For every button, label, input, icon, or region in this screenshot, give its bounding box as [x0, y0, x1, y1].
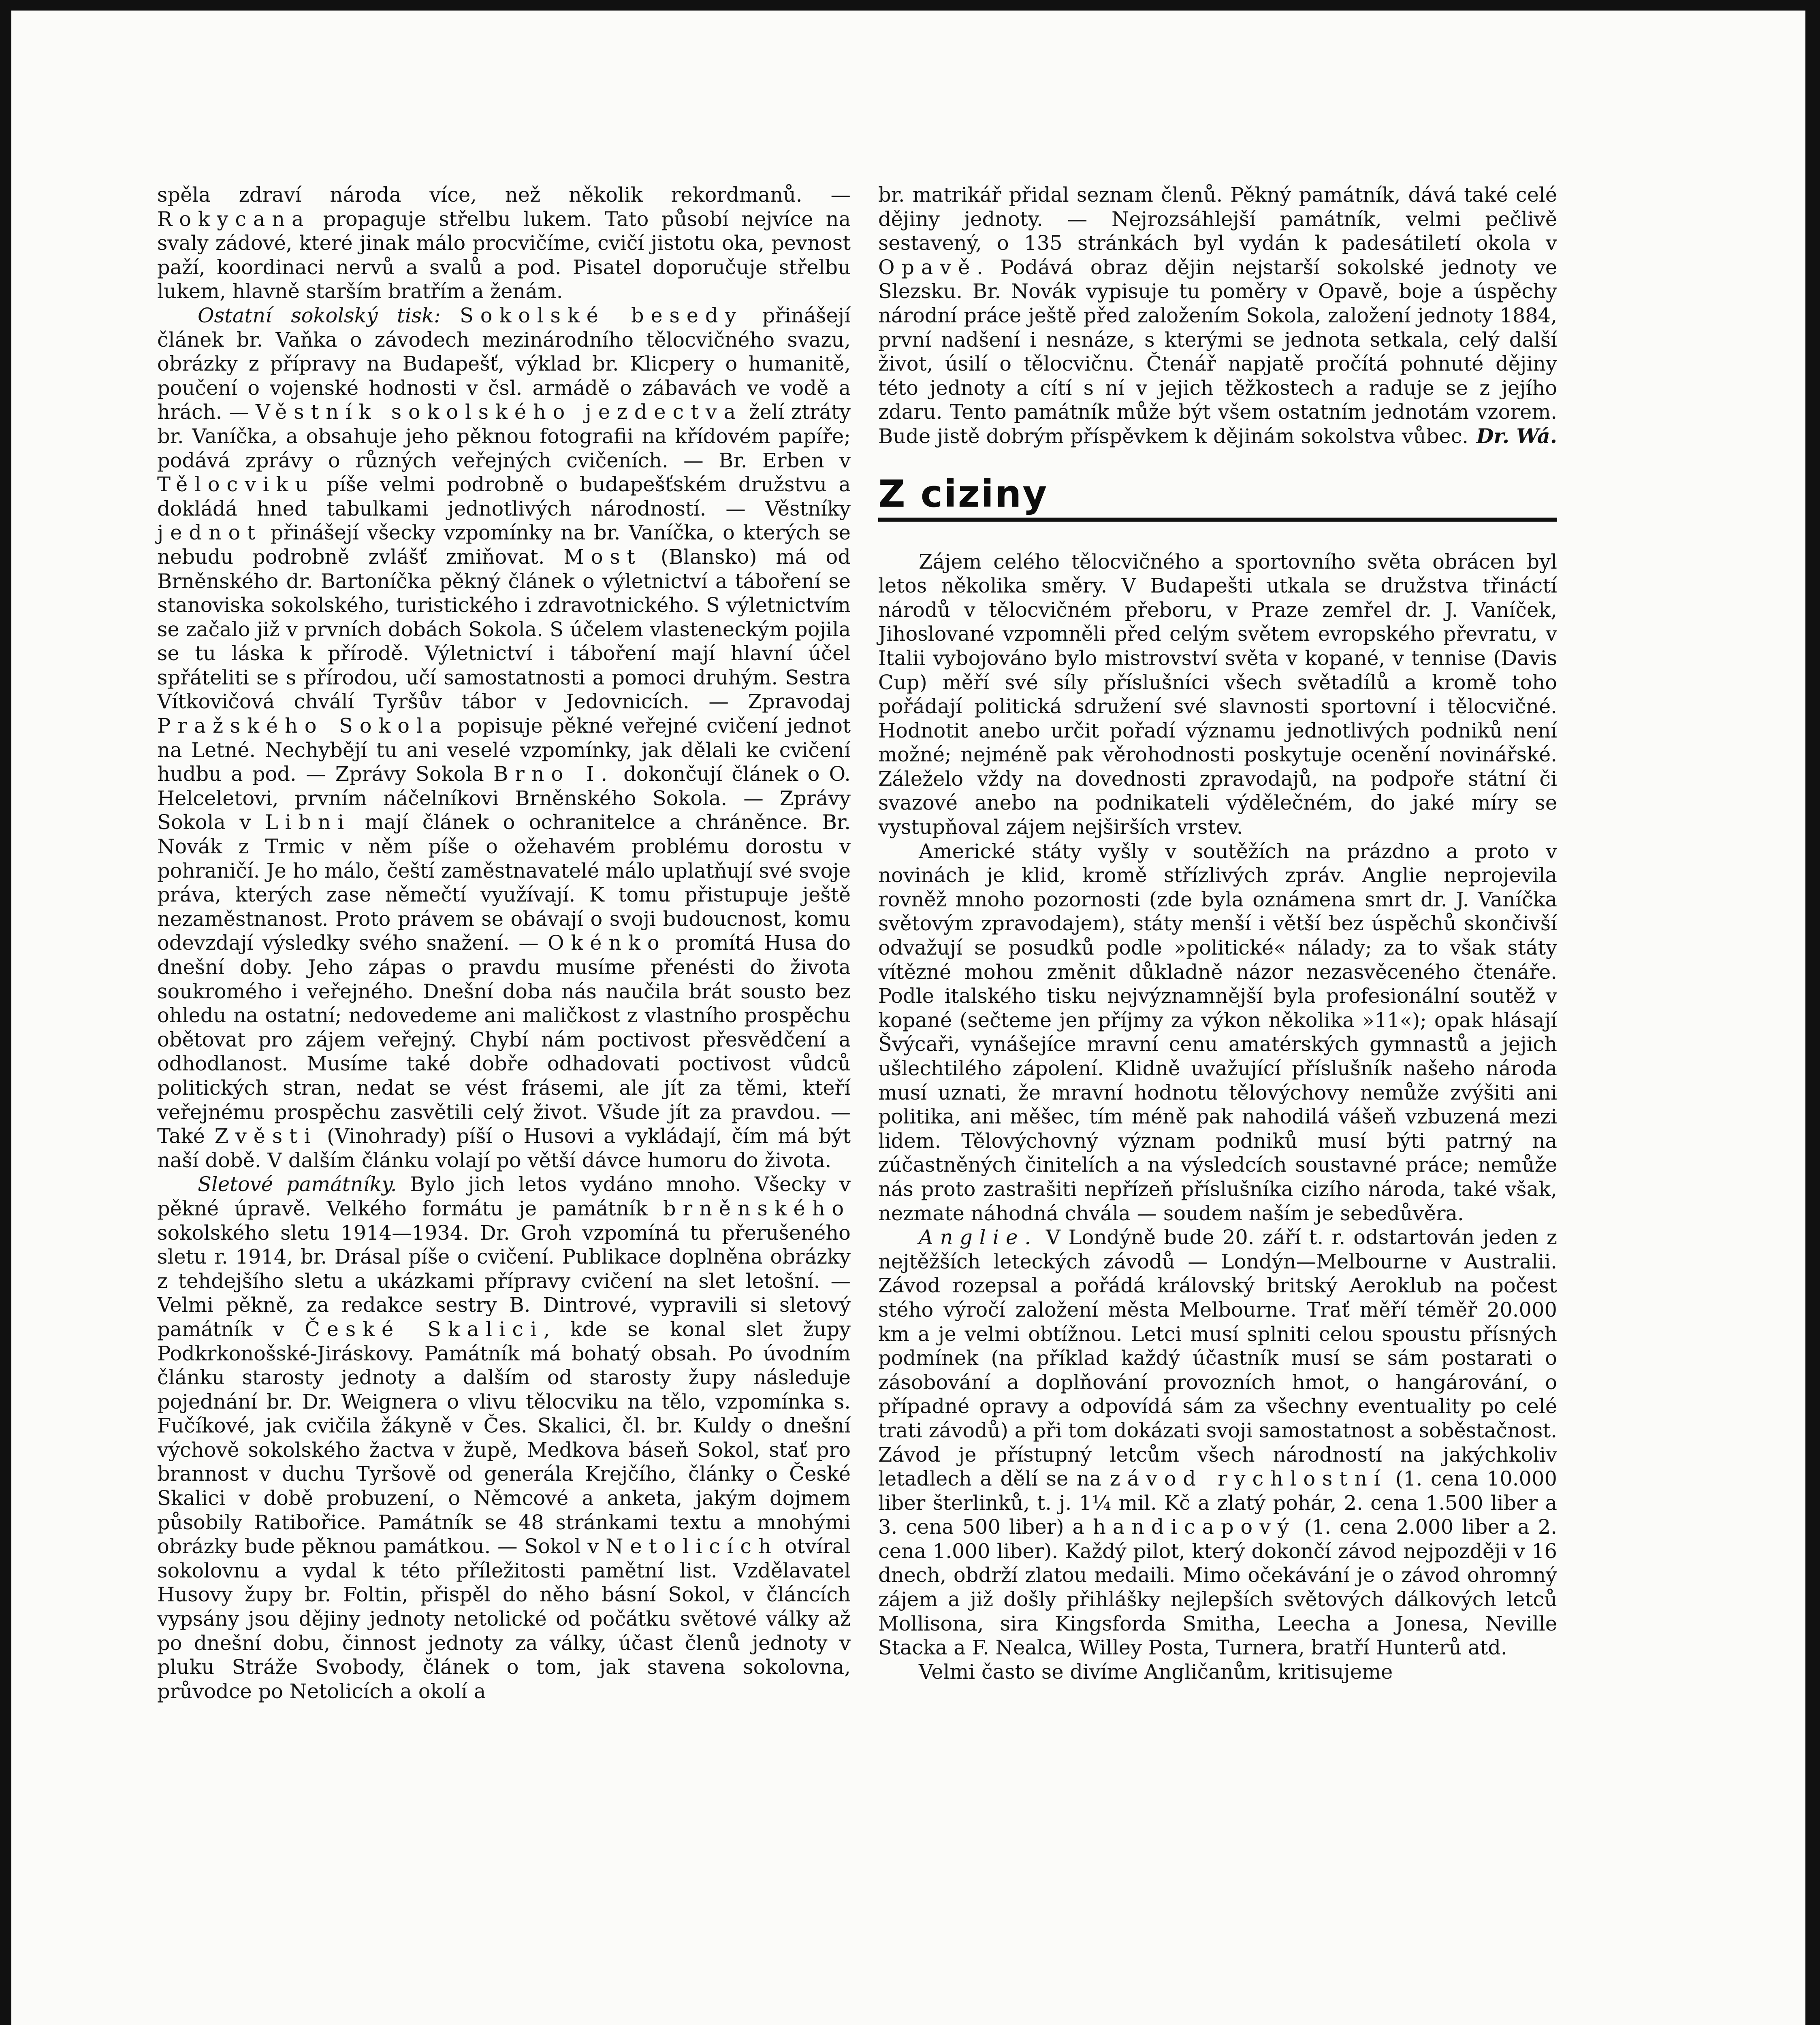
emphasized-text: Tělocviku — [157, 473, 315, 497]
scan-border-top — [0, 0, 1820, 11]
text-run: promítá Husa do dnešní doby. Jeho zápas o pravdu musíme přenésti do života soukromého i veřejného. Dnešní doba nás naučila brát sousto bez ohledu na ostatní; nedovedeme ani maličkost z vlastního prospěchu obětovat pro zájem veřejný. Chybí nám poctivost přesvědčení a odhodlanost. Musíme také dobře odhadovati poctivost vůdců politických stran, nedat se vést frásemi, ale jít za těmi, kteří veřejnému prospěchu zasvětili celý život. Všude jít za pravdou. — Také — [157, 931, 851, 1148]
text-run: popisuje pěkné veřejné cvičení jednot na Letné. Nechybějí tu ani veselé vzpomínky, jak dělali ke cvičení hudbu a pod. — Zprávy Sokola — [157, 714, 851, 786]
emphasized-text: Sokolské besedy — [460, 303, 743, 327]
text-run: dokončují článek o O. Helceletovi, prvním náčelníkovi Brněnského Sokola. — Zprávy Sokola v — [157, 762, 851, 834]
text-run: spěla zdraví národa více, než několik rekordmanů. — — [157, 183, 851, 207]
text-run: Bylo jich letos vydáno mnoho. Všecky v pěkné úpravě. Velkého formátu je památník — [157, 1172, 851, 1220]
heading-underline — [878, 518, 1557, 522]
text-run: přinášejí všecky vzpomínky na br. Vaníčka, o kterých se nebudu podrobně zvlášť zmiňovat. — [157, 521, 851, 569]
emphasized-text: závod rychlostní — [1109, 1467, 1387, 1491]
text-run: (1. cena 2.000 liber a 2. cena 1.000 liber). Každý pilot, který dokončí závod nejpozději v 16 dnech, obdrží zlatou medaili. Mimo očekávání je o závod ohromný zájem a již došly přihlášky nejlepších světových dálkových letců Mollisona, sira Kingsforda Smitha, Leecha a Jonesa, Neville Stacka a F. Nealca, Willey Posta, Turnera, bratří Hunterů atd. — [878, 1515, 1558, 1660]
emphasized-text: Netolicích — [606, 1535, 778, 1558]
text-run: píše velmi podrobně o budapešťském družstvu a dokládá hned tabulkami jednotlivých národností. — Věstníky — [157, 473, 851, 520]
scan-border-right — [1805, 0, 1820, 2025]
text-run: Zájem celého tělocvičného a sportovního světa obrácen byl letos několika směry. V Budapešti utkala se družstva třináctí národů v tělocvičném přeboru, v Praze zemřel dr. J. Vaníček, Jihoslované vzpomněli před celým světem evropského převratu, v Italii vybojováno bylo mistrovství světa v kopané, v tennise (Davis Cup) měří své síly příslušníci všech světadílů a kromě toho pořádají politická sdružení své slavnosti sportovní i tělocvičné. Hodnotit anebo určit pořadí významu jednotlivých podniků není možné; nejméně pak věrohodnosti poskytuje ocenění novinářské. Záleželo vždy na dovednosti zpravodajů, na podpoře státní či svazové anebo na podnikateli výdělečném, do jaké míry se vystupňoval zájem nejširších vrstev. — [878, 550, 1557, 839]
emphasized-text: Okénko — [547, 931, 666, 955]
text-run: (Vinohrady) píší o Husovi a vykládají, čím má být naší době. V dalším článku volají po větší dávce humoru do života. — [157, 1124, 851, 1172]
text-run: mají článek o ochranitelce a chráněnce. Br. Novák z Trmic v něm píše o ožehavém problému dorostu v pohraničí. Je ho málo, čeští zaměstnavatelé málo uplatňují své svoje práva, kterých zase němečtí využívají. K tomu přistupuje ještě nezaměstnanost. Proto právem se obávají o svoji budoucnost, komu odevzdají výsledky svého snažení. — — [157, 810, 851, 955]
emphasized-text: České Skalici — [304, 1317, 544, 1341]
emphasized-text: Rokycana — [157, 207, 311, 231]
text-run: otvíral sokolovnu a vydal k této příležitosti pamětní list. Vzdělavatel Husovy župy br. Foltin, přispěl do něho básní Sokol, v článcích vypsány jsou dějiny jednoty netolické od počátku světové války až po dnešní dobu, činnost jednoty za války, účast členů jednoty v pluku Stráže Svobody, článek o tom, jak stavena sokolovna, průvodce po Netolicích a okolí a — [157, 1535, 851, 1703]
emphasized-text: Opavě — [878, 255, 977, 279]
text-run: sokolského sletu 1914—1934. Dr. Groh vzpomíná tu přerušeného sletu r. 1914, br. Drásal píše o cvičení. Publikace doplněna obrázky z tehdejšího sletu a ukázkami přípravy cvičení na slet letošní. — Velmi pěkně, za redakce sestry B. Dintrové, vypravili si sletový památník v — [157, 1221, 851, 1341]
emphasized-text: Zvěsti — [214, 1124, 318, 1148]
left-column — [157, 183, 851, 1703]
text-run: (1. cena 10.000 liber šterlinků, t. j. 1¼ mil. Kč a zlatý pohár, 2. cena 1.500 liber a 3. cena 500 liber) a — [878, 1467, 1557, 1539]
section-heading-text: Z ciziny — [878, 472, 1048, 516]
emphasized-text: Pražského Sokola — [157, 714, 448, 738]
emphasized-text: Most — [563, 545, 642, 569]
paragraph — [878, 1226, 1557, 1660]
paragraph — [878, 183, 1557, 449]
text-run: (Blansko) má od Brněnského dr. Bartoníčka pěkný článek o výletnictví a táboření se stanoviska sokolského, turistického i zdravotnického. S výletnictvím se začalo již v prvních dobách Sokola. S účelem vlasteneckým pojila se tu láska k přírodě. Výletnictví i táboření mají hlavní účel spřáteliti se s přírodou, učí samostatnosti a pomoci druhým. Sestra Vítkovičová chválí Tyršův tábor v Jedovnicích. — Zpravodaj — [157, 545, 851, 714]
emphasized-text: brněnského — [663, 1196, 851, 1220]
emphasized-text: Ostatní sokolský tisk: — [198, 303, 441, 327]
emphasized-text: handicapový — [1093, 1515, 1296, 1539]
paragraph — [878, 840, 1557, 1226]
paragraph — [878, 550, 1557, 840]
emphasized-text: Sletové památníky. — [198, 1172, 397, 1196]
emphasized-text: Věstník sokolského jezdectva — [256, 400, 743, 424]
text-run: želí ztráty br. Vaníčka, a obsahuje jeho pěknou fotografii na křídovém papíře; podává zprávy o různých veřejných cvičeních. — Br. Erben v — [157, 400, 851, 472]
paragraph — [157, 183, 851, 304]
right-column — [878, 183, 1557, 1684]
emphasized-text: Anglie. — [919, 1226, 1038, 1249]
text-run — [441, 304, 460, 327]
text-run: . Podává obraz dějin nejstarší sokolské jednoty ve Slezsku. Br. Novák vypisuje tu poměry v Opavě, boje a úspěchy národní práce ještě před založením Sokola, založení jednoty 1884, první nadšení i nesnáze, s kterými se jednota setkala, celý další život, úsilí o tělocvičnu. Čtenář napjatě pročítá pohnuté dějiny této jednoty a cítí s ní v jejich těžkostech a raduje se z jejího zdaru. Tento památník může být všem ostatním jednotám vzorem. Bude jistě dobrým příspěvkem k dějinám sokolstva vůbec. — [878, 255, 1557, 448]
text-run: Velmi často se divíme Angličanům, kritisujeme — [919, 1660, 1393, 1684]
emphasized-text: Brno I. — [493, 762, 614, 786]
text-run: přinášejí článek br. Vaňka o závodech mezinárodního tělocvičného svazu, obrázky z přípravy na Budapešť, výklad br. Klicpery o humanitě, poučení o vojenské hodnosti v čsl. armádě o zábavách ve vodě a hrách. — — [157, 303, 851, 424]
paragraph — [157, 304, 851, 1172]
scan-border-left — [0, 0, 11, 2025]
section-heading — [878, 474, 1557, 522]
emphasized-text: jednot — [157, 521, 262, 545]
text-run: Americké státy vyšly v soutěžích na prázdno a proto v novinách je klid, kromě střízlivých zpráv. Anglie neprojevila rovněž mnoho pozornosti (zde byla oznámena smrt dr. J. Vaníčka světovým zpravodajem), státy menší i větší bez úspěchů skončivší odvažují se posudků podle »politické« nálady; za to však státy vítězné mohou změnit důkladně názor nezasvěceného čtenáře. Podle italského tisku nejvýznamnější byla profesionální soutěž v kopané (sečteme jen příjmy za výkon několika »11«); opak hlásají Švýcaři, vynášejíce mravní cenu amatérských gymnastů a jejich ušlechtilého zápolení. Klidně uvažující příslušník našeho národa musí uznati, že mravní hodnotu tělovýchovy nemůže zvýšiti ani politika, ani měšec, tím méně pak nahodilá vášeň vzbuzená mezi lidem. Tělovýchovný význam podniků musí býti patrný na zúčastněných činitelích a na výsledcích soustavné práce; nemůže nás proto zastrašiti nepřízeň příslušníka cizího národa, také však, nezmate náhodná chvála — soudem naším je sebedůvěra. — [878, 839, 1557, 1225]
text-run: , kde se konal slet župy Podkrkonošské-Jiráskovy. Památník má bohatý obsah. Po úvodním článku starosty jednoty a dalším od starosty župy následuje pojednání br. Dr. Weignera o vlivu tělocviku na tělo, vzpomínka s. Fučíkové, jak cvičila žákyně v Čes. Skalici, čl. br. Kuldy o dnešní výchově sokolského žactva v župě, Medkova báseň Sokol, stať pro brannost v duchu Tyršově od generála Krejčího, články o České Skalici v době probuzení, o Němcové a anketa, jakým dojmem působily Ratibořice. Památník se 48 stránkami textu a mnohými obrázky bude pěknou památkou. — Sokol v — [157, 1317, 851, 1558]
author-signature: Dr. Wá. — [1476, 424, 1557, 448]
text-run: br. matrikář přidal seznam členů. Pěkný památník, dává také celé dějiny jednoty. — Nejrozsáhlejší památník, velmi pečlivě sestavený, o 135 stránkách byl vydán k padesátiletí okola v — [878, 183, 1557, 255]
emphasized-text: Libni — [265, 810, 351, 834]
paragraph — [157, 1172, 851, 1703]
text-run: V Londýně bude 20. září t. r. odstartován jeden z nejtěžších leteckých závodů — Londýn—Melbourne v Australii. Závod rozepsal a pořádá královský britský Aeroklub na počest stého výročí založení města Melbourne. Trať měří téměř 20.000 km a je velmi obtížnou. Letci musí splniti celou spoustu přísných podmínek (na příklad každý účastník musí se sám postarati o zásobování a doplňování provozních hmot, o hangárování, o případné opravy a odpovídá sám za všechny eventuality po celé trati závodů) a při tom dokázati svoji samostatnost a soběstačnost. Závod je přístupný letcům všech národností na jakýchkoliv letadlech a dělí se na — [878, 1226, 1557, 1491]
text-run: propaguje střelbu lukem. Tato působí nejvíce na svaly zádové, které jinak málo procvičíme, cvičí jistotu oka, pevnost paží, koordinaci nervů a svalů a pod. Pisatel doporučuje střelbu lukem, hlavně starším bratřím a ženám. — [157, 207, 851, 303]
paragraph — [878, 1660, 1557, 1684]
